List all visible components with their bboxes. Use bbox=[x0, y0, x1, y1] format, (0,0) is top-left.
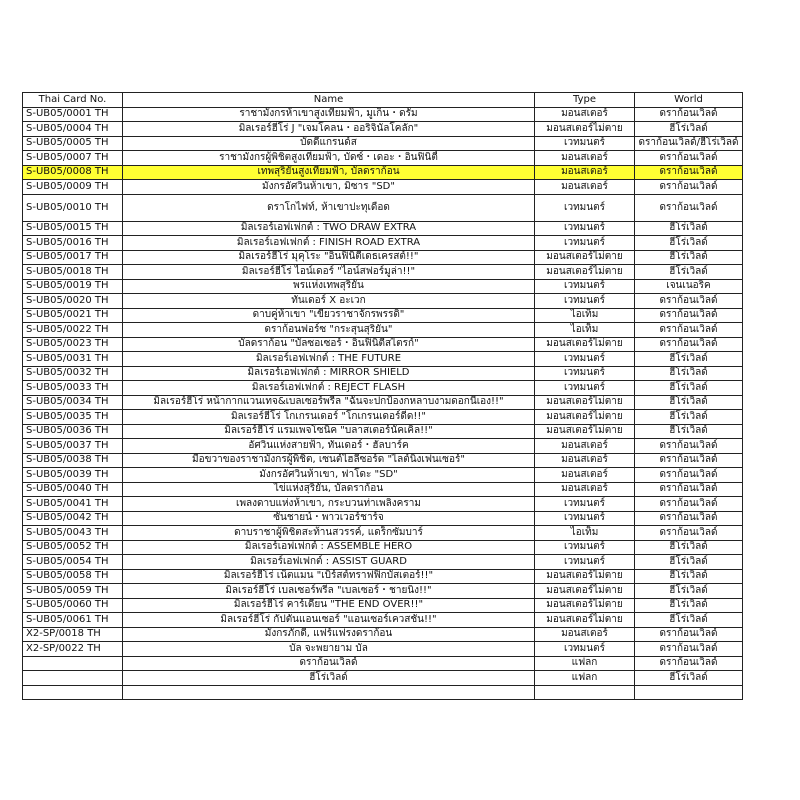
cell-name: เทพสุริยันสูงเทียมฟ้า, บัลดราก้อน bbox=[123, 165, 535, 180]
cell-world: ฮีโร่เวิลด์ bbox=[635, 381, 743, 396]
table-row bbox=[23, 569, 743, 584]
cell-world: ฮีโร่เวิลด์ bbox=[635, 613, 743, 628]
table-row bbox=[23, 424, 743, 439]
cell-type: มอนสเตอร์ไม่ตาย bbox=[535, 424, 635, 439]
cell-type: มอนสเตอร์ไม่ตาย bbox=[535, 395, 635, 410]
cell-card-no: S-UB05/0043 TH bbox=[23, 526, 123, 541]
cell-card-no: S-UB05/0034 TH bbox=[23, 395, 123, 410]
cell-name: ดราก้อนฟอร์ซ "กระสุนสุริยัน" bbox=[123, 323, 535, 338]
cell-name: ราชามังกรห้าเขาสูงเทียมฟ้า, มูเก็น・ดรัม bbox=[123, 107, 535, 122]
table-row bbox=[23, 453, 743, 468]
cell-world: ฮีโร่เวิลด์ bbox=[635, 221, 743, 236]
cell-card-no: S-UB05/0020 TH bbox=[23, 294, 123, 309]
cell-type: มอนสเตอร์ bbox=[535, 482, 635, 497]
cell-type: เวทมนตร์ bbox=[535, 540, 635, 555]
cell-world: ดราก้อนเวิลด์ bbox=[635, 194, 743, 221]
cell-type: แฟลก bbox=[535, 656, 635, 671]
cell-world: ฮีโร่เวิลด์ bbox=[635, 395, 743, 410]
cell-type: เวทมนตร์ bbox=[535, 136, 635, 151]
cell-world: เจนเนอริค bbox=[635, 279, 743, 294]
cell-card-no: S-UB05/0022 TH bbox=[23, 323, 123, 338]
table-row bbox=[23, 279, 743, 294]
table-body bbox=[23, 107, 743, 700]
table-row bbox=[23, 366, 743, 381]
table-row bbox=[23, 555, 743, 570]
cell-type: มอนสเตอร์ไม่ตาย bbox=[535, 250, 635, 265]
cell-name: เพลงดาบแห่งห้าเขา, กระบวนท่าเพลิงคราม bbox=[123, 497, 535, 512]
cell-name: มิลเรอร์ฮีโร่ เน็ตแมน "เบิร์สต์ทราฟฟิกบัสเตอร์!!" bbox=[123, 569, 535, 584]
table-row bbox=[23, 685, 743, 700]
cell-world: ดราก้อนเวิลด์ bbox=[635, 497, 743, 512]
table-row bbox=[23, 627, 743, 642]
table-row bbox=[23, 221, 743, 236]
cell-name: มิลเรอร์ฮีโร่ ไอน์เดอร์ "ไอน์สฟอร์มูล่า!!" bbox=[123, 265, 535, 280]
table-row bbox=[23, 308, 743, 323]
table-row bbox=[23, 598, 743, 613]
header-type: Type bbox=[535, 93, 635, 108]
cell-name: บัดดี้แกรนด์ส bbox=[123, 136, 535, 151]
cell-world: ดราก้อนเวิลด์ bbox=[635, 453, 743, 468]
cell-name: ซันชายน์・พาวเวอร์ชาร์จ bbox=[123, 511, 535, 526]
cell-card-no: S-UB05/0033 TH bbox=[23, 381, 123, 396]
table-row bbox=[23, 151, 743, 166]
cell-name: บัล จะพยายาม บัล bbox=[123, 642, 535, 657]
table-row bbox=[23, 352, 743, 367]
cell-card-no: S-UB05/0039 TH bbox=[23, 468, 123, 483]
cell-type: มอนสเตอร์ bbox=[535, 468, 635, 483]
cell-type: เวทมนตร์ bbox=[535, 236, 635, 251]
cell-card-no: S-UB05/0035 TH bbox=[23, 410, 123, 425]
header-card-no: Thai Card No. bbox=[23, 93, 123, 108]
cell-world: ดราก้อนเวิลด์ bbox=[635, 511, 743, 526]
cell-card-no: S-UB05/0060 TH bbox=[23, 598, 123, 613]
table-row bbox=[23, 180, 743, 195]
cell-type: ไอเท็ม bbox=[535, 323, 635, 338]
cell-name: บัลดราก้อน "บัลซอเซอร์・อินฟินิตี้สไตรก์" bbox=[123, 337, 535, 352]
cell-type: มอนสเตอร์ไม่ตาย bbox=[535, 613, 635, 628]
cell-type: เวทมนตร์ bbox=[535, 511, 635, 526]
cell-world: ฮีโร่เวิลด์ bbox=[635, 540, 743, 555]
cell-card-no: S-UB05/0042 TH bbox=[23, 511, 123, 526]
cell-world: ดราก้อนเวิลด์ bbox=[635, 151, 743, 166]
cell-name: ฮีโร่เวิลด์ bbox=[123, 671, 535, 686]
cell-name bbox=[123, 685, 535, 700]
cell-card-no: S-UB05/0061 TH bbox=[23, 613, 123, 628]
cell-card-no: S-UB05/0058 TH bbox=[23, 569, 123, 584]
cell-type: แฟลก bbox=[535, 671, 635, 686]
cell-card-no: S-UB05/0019 TH bbox=[23, 279, 123, 294]
table-row bbox=[23, 250, 743, 265]
cell-type: มอนสเตอร์ bbox=[535, 439, 635, 454]
cell-card-no: S-UB05/0040 TH bbox=[23, 482, 123, 497]
cell-card-no: S-UB05/0054 TH bbox=[23, 555, 123, 570]
cell-name: มิลเรอร์เอฟเฟกต์ : TWO DRAW EXTRA bbox=[123, 221, 535, 236]
cell-type: เวทมนตร์ bbox=[535, 221, 635, 236]
table-row bbox=[23, 107, 743, 122]
cell-name: มิลเรอร์เอฟเฟกต์ : ASSEMBLE HERO bbox=[123, 540, 535, 555]
cell-world: ดราก้อนเวิลด์ bbox=[635, 656, 743, 671]
cell-world bbox=[635, 685, 743, 700]
cell-world: ดราก้อนเวิลด์ bbox=[635, 165, 743, 180]
cell-name: มังกรภักดี, แฟร์แฟรงดราก้อน bbox=[123, 627, 535, 642]
cell-card-no: S-UB05/0007 TH bbox=[23, 151, 123, 166]
cell-type: เวทมนตร์ bbox=[535, 366, 635, 381]
cell-type: มอนสเตอร์ bbox=[535, 180, 635, 195]
cell-card-no: S-UB05/0005 TH bbox=[23, 136, 123, 151]
cell-type bbox=[535, 685, 635, 700]
table-row bbox=[23, 584, 743, 599]
cell-card-no: S-UB05/0015 TH bbox=[23, 221, 123, 236]
table-row bbox=[23, 540, 743, 555]
cell-type: มอนสเตอร์ bbox=[535, 165, 635, 180]
cell-type: ไอเท็ม bbox=[535, 308, 635, 323]
table-row bbox=[23, 194, 743, 221]
cell-card-no bbox=[23, 671, 123, 686]
cell-world: ดราก้อนเวิลด์ bbox=[635, 308, 743, 323]
cell-name: ดาบคู่ห้าเขา "เขี้ยวราชาจักรพรรดิ" bbox=[123, 308, 535, 323]
table-row bbox=[23, 122, 743, 137]
cell-card-no: S-UB05/0016 TH bbox=[23, 236, 123, 251]
cell-card-no: S-UB05/0041 TH bbox=[23, 497, 123, 512]
cell-world: ฮีโร่เวิลด์ bbox=[635, 671, 743, 686]
table-row bbox=[23, 294, 743, 309]
table-row bbox=[23, 381, 743, 396]
header-world: World bbox=[635, 93, 743, 108]
cell-name: พรแห่งเทพสุริยัน bbox=[123, 279, 535, 294]
cell-world: ดราก้อนเวิลด์ bbox=[635, 323, 743, 338]
cell-world: ดราก้อนเวิลด์ bbox=[635, 627, 743, 642]
table-row bbox=[23, 136, 743, 151]
cell-type: มอนสเตอร์ bbox=[535, 107, 635, 122]
cell-type: มอนสเตอร์ไม่ตาย bbox=[535, 337, 635, 352]
cell-card-no bbox=[23, 656, 123, 671]
cell-card-no: S-UB05/0021 TH bbox=[23, 308, 123, 323]
table-row bbox=[23, 410, 743, 425]
cell-world: ฮีโร่เวิลด์ bbox=[635, 584, 743, 599]
cell-world: ฮีโร่เวิลด์ bbox=[635, 555, 743, 570]
cell-name: อัศวินแห่งสายฟ้า, ทันเดอร์・ฮัลบาร์ค bbox=[123, 439, 535, 454]
cell-name: ไข่แห่งสุริยัน, บัลดราก้อน bbox=[123, 482, 535, 497]
cell-type: เวทมนตร์ bbox=[535, 194, 635, 221]
cell-world: ฮีโร่เวิลด์ bbox=[635, 236, 743, 251]
table-row bbox=[23, 337, 743, 352]
cell-type: มอนสเตอร์ไม่ตาย bbox=[535, 122, 635, 137]
cell-world: ฮีโร่เวิลด์ bbox=[635, 410, 743, 425]
cell-type: เวทมนตร์ bbox=[535, 497, 635, 512]
cell-card-no: X2-SP/0022 TH bbox=[23, 642, 123, 657]
cell-type: เวทมนตร์ bbox=[535, 279, 635, 294]
table-row bbox=[23, 395, 743, 410]
cell-world: ฮีโร่เวิลด์ bbox=[635, 352, 743, 367]
cell-card-no: S-UB05/0038 TH bbox=[23, 453, 123, 468]
table-row bbox=[23, 497, 743, 512]
cell-name: ทันเดอร์ X อะเวก bbox=[123, 294, 535, 309]
table-row bbox=[23, 236, 743, 251]
cell-card-no: S-UB05/0018 TH bbox=[23, 265, 123, 280]
cell-card-no: S-UB05/0036 TH bbox=[23, 424, 123, 439]
table-row bbox=[23, 265, 743, 280]
cell-card-no: S-UB05/0004 TH bbox=[23, 122, 123, 137]
cell-name: มิลเรอร์ฮีโร่ คาร์เดียน "THE END OVER!!" bbox=[123, 598, 535, 613]
table-row bbox=[23, 165, 743, 180]
cell-world: ฮีโร่เวิลด์ bbox=[635, 265, 743, 280]
table-row bbox=[23, 511, 743, 526]
cell-name: มิลเรอร์ฮีโร่ หน้ากากแวนเทจ&เบลเซอร์พรีล "ฉันจะปกป้องกหลาบงามดอกนี้เอง!!" bbox=[123, 395, 535, 410]
cell-world: ดราก้อนเวิลด์ bbox=[635, 482, 743, 497]
cell-world: ดราก้อนเวิลด์ bbox=[635, 468, 743, 483]
cell-card-no: X2-SP/0018 TH bbox=[23, 627, 123, 642]
cell-world: ดราก้อนเวิลด์ bbox=[635, 294, 743, 309]
cell-card-no: S-UB05/0017 TH bbox=[23, 250, 123, 265]
cell-name: มิลเรอร์ฮีโร่ มุคุโระ "อินฟินิตี้เดธเครสต์!!" bbox=[123, 250, 535, 265]
cell-name: มิลเรอร์ฮีโร่ J "เจมโคลน・ออริจินัลโคลัก" bbox=[123, 122, 535, 137]
cell-world: ดราก้อนเวิลด์ bbox=[635, 526, 743, 541]
cell-world: ฮีโร่เวิลด์ bbox=[635, 424, 743, 439]
cell-name: มิลเรอร์เอฟเฟกต์ : ASSIST GUARD bbox=[123, 555, 535, 570]
cell-type: มอนสเตอร์ไม่ตาย bbox=[535, 569, 635, 584]
cell-name: มิลเรอร์ฮีโร่ กัปตันแอนเซอร์ "แอนเซอร์เควสชั่น!!" bbox=[123, 613, 535, 628]
header-name: Name bbox=[123, 93, 535, 108]
cell-world: ดราก้อนเวิลด์ bbox=[635, 107, 743, 122]
cell-name: ดราโกไฟท์, ห้าเขาปะทุเดือด bbox=[123, 194, 535, 221]
cell-type: มอนสเตอร์ไม่ตาย bbox=[535, 410, 635, 425]
cell-card-no bbox=[23, 685, 123, 700]
cell-type: มอนสเตอร์ bbox=[535, 627, 635, 642]
cell-card-no: S-UB05/0023 TH bbox=[23, 337, 123, 352]
cell-type: เวทมนตร์ bbox=[535, 294, 635, 309]
cell-card-no: S-UB05/0031 TH bbox=[23, 352, 123, 367]
cell-world: ดราก้อนเวิลด์ bbox=[635, 337, 743, 352]
cell-world: ฮีโร่เวิลด์ bbox=[635, 250, 743, 265]
cell-type: ไอเท็ม bbox=[535, 526, 635, 541]
table-row bbox=[23, 642, 743, 657]
cell-type: เวทมนตร์ bbox=[535, 555, 635, 570]
cell-card-no: S-UB05/0001 TH bbox=[23, 107, 123, 122]
cell-name: ราชามังกรผู้พิชิตสูงเทียมฟ้า, บัดซ์・เดอะ・อินฟินิตี้ bbox=[123, 151, 535, 166]
cell-name: ดราก้อนเวิลด์ bbox=[123, 656, 535, 671]
cell-world: ดราก้อนเวิลด์/ฮีโร่เวิลด์ bbox=[635, 136, 743, 151]
table-row bbox=[23, 482, 743, 497]
table-row bbox=[23, 526, 743, 541]
cell-type: มอนสเตอร์ไม่ตาย bbox=[535, 265, 635, 280]
cell-name: มิลเรอร์เอฟเฟกต์ : REJECT FLASH bbox=[123, 381, 535, 396]
cell-type: เวทมนตร์ bbox=[535, 642, 635, 657]
cell-world: ฮีโร่เวิลด์ bbox=[635, 598, 743, 613]
table-row bbox=[23, 671, 743, 686]
cell-world: ฮีโร่เวิลด์ bbox=[635, 366, 743, 381]
cell-world: ฮีโร่เวิลด์ bbox=[635, 569, 743, 584]
cell-card-no: S-UB05/0008 TH bbox=[23, 165, 123, 180]
card-list-table bbox=[22, 92, 743, 700]
cell-type: เวทมนตร์ bbox=[535, 381, 635, 396]
table-row bbox=[23, 439, 743, 454]
cell-world: ฮีโร่เวิลด์ bbox=[635, 122, 743, 137]
cell-card-no: S-UB05/0009 TH bbox=[23, 180, 123, 195]
cell-name: มิลเรอร์ฮีโร่ เบลเซอร์พรีล "เบลเซอร์・ชายนิ่ง!!" bbox=[123, 584, 535, 599]
table-row bbox=[23, 468, 743, 483]
table-row bbox=[23, 323, 743, 338]
cell-card-no: S-UB05/0032 TH bbox=[23, 366, 123, 381]
cell-type: มอนสเตอร์ bbox=[535, 453, 635, 468]
cell-name: มังกรอัศวินห้าเขา, ฟาโดะ "SD" bbox=[123, 468, 535, 483]
cell-type: มอนสเตอร์ bbox=[535, 151, 635, 166]
cell-name: มิลเรอร์เอฟเฟกต์ : FINISH ROAD EXTRA bbox=[123, 236, 535, 251]
cell-world: ดราก้อนเวิลด์ bbox=[635, 642, 743, 657]
cell-world: ดราก้อนเวิลด์ bbox=[635, 439, 743, 454]
cell-name: มิลเรอร์เอฟเฟกต์ : THE FUTURE bbox=[123, 352, 535, 367]
cell-card-no: S-UB05/0059 TH bbox=[23, 584, 123, 599]
cell-card-no: S-UB05/0037 TH bbox=[23, 439, 123, 454]
cell-name: ดาบราชาผู้พิชิตสะท้านสวรรค์, แดร็กซัมบาร์ bbox=[123, 526, 535, 541]
cell-name: มังกรอัศวินห้าเขา, มิซาร "SD" bbox=[123, 180, 535, 195]
cell-name: มือขวาของราชามังกรผู้พิชิต, เซนต์ไฮลีซอร์ด "ไลต์นิ่งเฟนเซอร์" bbox=[123, 453, 535, 468]
cell-card-no: S-UB05/0052 TH bbox=[23, 540, 123, 555]
table-row bbox=[23, 613, 743, 628]
cell-name: มิลเรอร์ฮีโร่ แรมเพจโซนิค "บลาสเตอร์นัคเคิล!!" bbox=[123, 424, 535, 439]
table-row bbox=[23, 656, 743, 671]
cell-world: ดราก้อนเวิลด์ bbox=[635, 180, 743, 195]
cell-type: มอนสเตอร์ไม่ตาย bbox=[535, 584, 635, 599]
header-row bbox=[23, 93, 743, 108]
cell-name: มิลเรอร์เอฟเฟกต์ : MIRROR SHIELD bbox=[123, 366, 535, 381]
cell-card-no: S-UB05/0010 TH bbox=[23, 194, 123, 221]
cell-type: มอนสเตอร์ไม่ตาย bbox=[535, 598, 635, 613]
cell-type: เวทมนตร์ bbox=[535, 352, 635, 367]
cell-name: มิลเรอร์ฮีโร่ โกเกรนเดอร์ "โกเกรนเดอร์ดีด!!" bbox=[123, 410, 535, 425]
